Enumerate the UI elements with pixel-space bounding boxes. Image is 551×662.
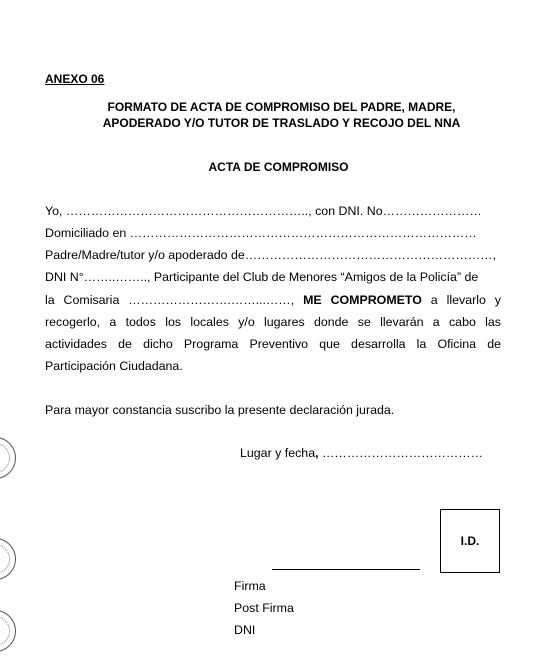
signature-line xyxy=(272,569,420,570)
id-fingerprint-box xyxy=(440,509,500,573)
commitment-bold: ME COMPROMETO xyxy=(303,293,422,307)
post-signature-label: Post Firma xyxy=(234,601,294,615)
dni-label: DNI xyxy=(234,623,256,637)
body-line-guardian: Padre/Madre/tutor y/o apoderado de……………………………………………………, xyxy=(45,248,497,262)
body-line-yo xyxy=(45,203,501,219)
annex-label: ANEXO 06 xyxy=(45,72,105,86)
body-line-domicile: Domiciliado en ………………………………………………………………………… xyxy=(45,226,477,240)
document-title-line1: FORMATO DE ACTA DE COMPROMISO DEL PADRE, MADRE, xyxy=(107,100,456,114)
document-subtitle: ACTA DE COMPROMISO xyxy=(208,160,349,174)
place-date-label: Lugar y fecha xyxy=(240,446,316,460)
comisaria-post: a llevarlo y xyxy=(421,293,501,307)
closing-statement: Para mayor constancia suscribo la presente declaración jurada. xyxy=(45,403,395,417)
yo-dni-blank: ………………………………………………….., con DNI. No…………………… xyxy=(65,204,482,218)
comisaria-text: la Comisaria …………………….……...……, xyxy=(45,293,304,307)
place-date-blank: ………………………………… xyxy=(318,446,484,460)
body-line-actividades: actividades de dicho Programa Preventivo que desarrolla la Oficina de xyxy=(45,337,501,351)
id-box-label: I.D. xyxy=(460,534,480,548)
body-line-comisaria xyxy=(45,292,501,308)
stamp-seal-icon xyxy=(0,437,16,479)
place-date-comma: , xyxy=(315,446,319,460)
place-date-field xyxy=(240,446,483,460)
signature-label: Firma xyxy=(234,579,266,593)
body-line-recogerlo: recogerlo, a todos los locales y/o lugares donde se llevarán a cabo las xyxy=(45,315,501,329)
document-title-line2: APODERADO Y/O TUTOR DE TRASLADO Y RECOJO DEL NNA xyxy=(102,116,461,130)
body-line-dni: DNI N°……..…….., Participante del Club de Menores “Amigos de la Policía” de xyxy=(45,270,479,284)
stamp-seal-icon xyxy=(0,538,16,580)
stamp-seal-icon xyxy=(0,610,16,652)
body-line-participacion: Participación Ciudadana. xyxy=(45,359,183,373)
yo-label: Yo, xyxy=(45,204,63,218)
